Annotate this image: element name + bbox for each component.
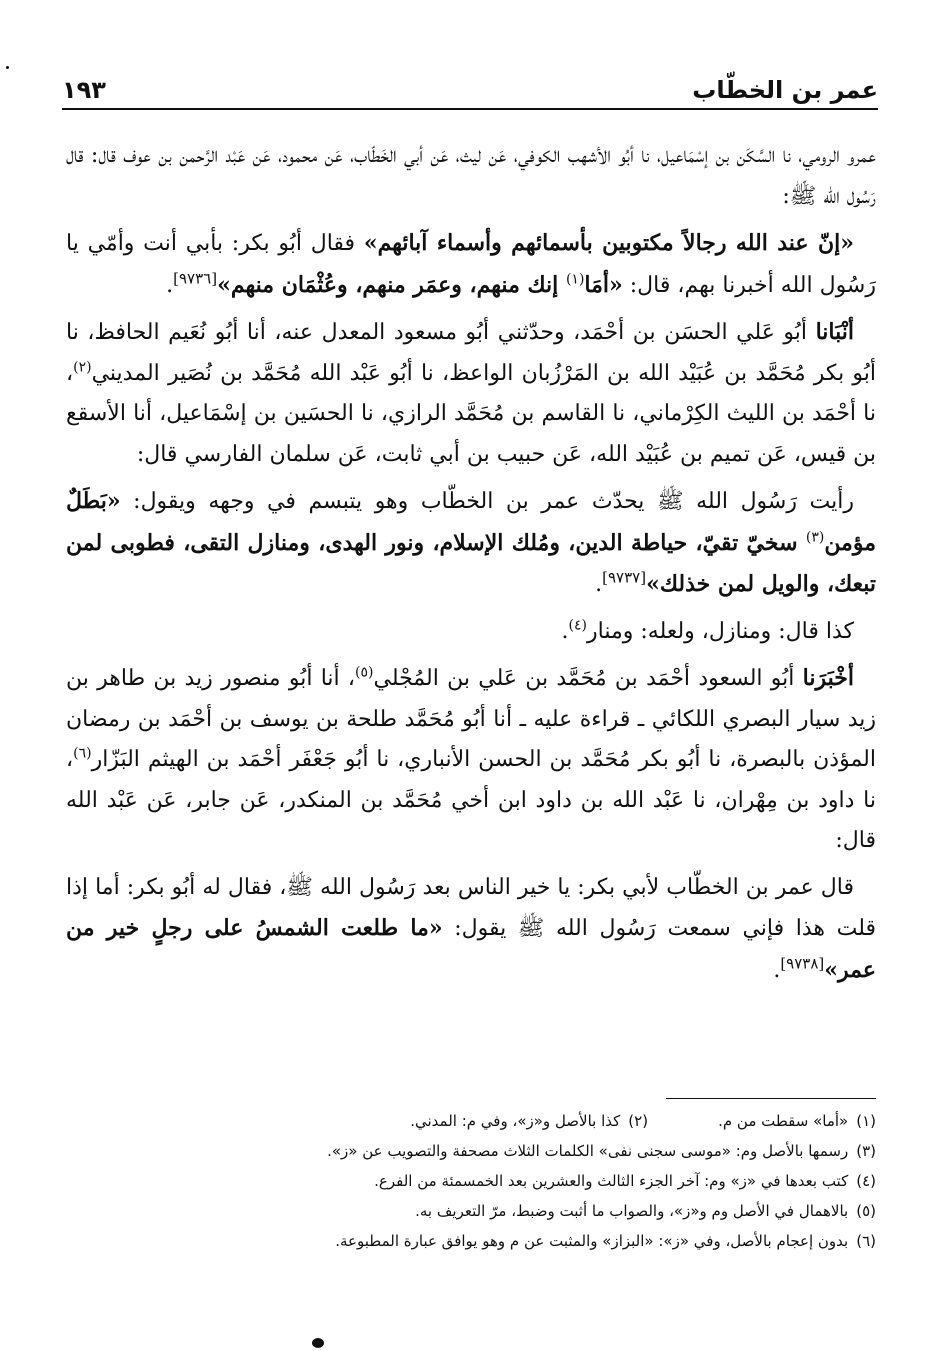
text-run: أنْبَانا: [815, 319, 854, 345]
footnote-number: (٣): [856, 1142, 876, 1160]
footnote-marker: (١): [565, 271, 585, 288]
text-run: .: [166, 272, 174, 298]
text-run: أبُو السعود أحْمَد بن مُحَمَّد بن عَلي بن المُجْلي: [373, 666, 803, 691]
footnote-number: (٦): [856, 1232, 876, 1250]
text-run: فقال أبُو بكر: بأبي أنت وأمّي يا رَسُول الله أخبرنا بهم، قال:: [66, 231, 876, 298]
footnote-marker: (٥): [355, 664, 374, 681]
footnote-number: (٥): [856, 1202, 876, 1220]
hadith-number: [٩٧٣٨]: [780, 954, 825, 973]
footnote-3: [327, 1136, 876, 1166]
footnote-row: [66, 1196, 876, 1226]
footnote-text: رسمها بالأصل وم: «موسى سجنى نفى» الكلمات الثلاث مصحفة والتصويب عن «ز».: [327, 1142, 849, 1160]
hadith-number: [٩٧٣٧]: [602, 568, 647, 587]
footnote-text: بالاهمال في الأصل وم و«ز»، والصواب ما أثبت وضبط، مرّ التعريف به.: [415, 1202, 849, 1220]
text-run: أخْبَرَنا: [802, 665, 854, 691]
footnote-row: [66, 1136, 876, 1166]
paragraph: [66, 312, 876, 475]
footnote-text: كذا بالأصل و«ز»، وفي م: المدني.: [410, 1112, 621, 1130]
footnote-marker: (٦): [73, 745, 92, 762]
text-run: ، نا أحْمَد بن الليث الكِرْماني، نا القاسم بن مُحَمَّد الرازي، نا الحسَين بن إسْمَاعيل، أنا الأسقع بن قيس، عَن تميم بن عُبَيْد الله، عَن حبيب بن أبي ثابت، عَن سلمان الفارسي قال:: [66, 360, 876, 467]
footnote-separator: [666, 1098, 876, 1099]
text-run: «إنّ عند الله رجالاً مكتوبين بأسمائهم وأسماء آبائهم»: [363, 230, 854, 256]
footnote-number: (٤): [856, 1172, 876, 1190]
footnote-4: [374, 1166, 876, 1196]
text-run: .: [773, 957, 781, 983]
paragraph: [66, 612, 876, 653]
paragraph: [66, 481, 876, 606]
text-run: .: [595, 572, 603, 597]
hadith-number: [٩٧٣٦]: [173, 269, 218, 288]
text-run: ، أنا أبُو منصور زيد بن طاهر بن زيد سيار البصري اللكائي ـ قراءة عليه ـ أنا أبُو مُحَمَّد طلحة بن يوسف بن أحْمَد بن رمضان المؤذن بالبصرة، نا أبُو بكر مُحَمَّد بن الحسن الأنباري، نا أبُو جَعْفَر أحْمَد بن الهيثم البَزّار: [66, 666, 876, 772]
text-run: سخيّ تقيّ، حياطة الدين، ومُلك الإسلام، ونور الهدى، ومنازل التقى، فطوبى لمن تبعك، والويل لمن خذلك»: [66, 529, 876, 597]
footnote-number: (١): [856, 1112, 876, 1130]
paragraph: [66, 136, 876, 217]
footnote-6: [335, 1226, 876, 1256]
text-run: قال عمر بن الخطّاب لأبي بكر: يا خير الناس بعد رَسُول الله ﷺ، فقال له أبُو بكر: أما إذا قلت هذا فإني سمعت رَسُول الله ﷺ يقول:: [66, 874, 876, 941]
footnote-text: «أما» سقطت من م.: [718, 1112, 849, 1130]
footnote-marker: (٣): [805, 529, 825, 546]
scan-speck: [6, 66, 9, 69]
footnote-1: [718, 1106, 876, 1136]
text-run: كذا قال: ومنازل، ولعله: ومنار: [587, 618, 854, 644]
footnote-number: (٢): [628, 1112, 649, 1130]
scan-speck: [312, 1338, 324, 1348]
text-run: ، نا داود بن مِهْران، نا عَبْد الله بن داود ابن أخي مُحَمَّد بن المنكدر، عَن جابر، عَن عَبْد الله قال:: [66, 747, 877, 853]
text-run: رأيت رَسُول الله ﷺ يحدّث عمر بن الخطّاب وهو يتبسم في وجهه ويقول:: [120, 489, 854, 514]
text-run: .: [561, 618, 569, 644]
text-run: «أمَا: [584, 271, 623, 298]
footnote-row: [66, 1226, 876, 1256]
running-head-title: عمر بن الخطّاب: [692, 76, 878, 104]
footnote-row: [66, 1106, 876, 1136]
footnotes: [66, 1106, 876, 1256]
text-run: «ما طلعت الشمسُ على رجلٍ خير من عمر»: [66, 915, 876, 983]
paragraph: [66, 868, 876, 992]
main-text: [66, 136, 876, 997]
paragraph: [66, 658, 876, 862]
footnote-row: [66, 1166, 876, 1196]
footnote-text: كتب بعدها في «ز» وم: آخر الجزء الثالث والعشرين بعد الخمسمئة من الفرع.: [374, 1172, 849, 1190]
text-run: أبُو عَلي الحسَن بن أحْمَد، وحدّثني أبُو مسعود المعدل عنه، أنا أبُو نُعَيم الحافظ، نا أبُو بكر مُحَمَّد بن عُبَيْد الله بن المَرْزُبان الواعظ، نا أبُو عَبْد الله مُحَمَّد بن نُصَير المديني: [66, 320, 876, 386]
text-run: عمرو الرومي، نا السَّكَن بن إسْمَاعيل، نا أبُو الأشهب الكوفي، عَن ليث، عَن أبي الخَطّاب، عَن محمود، عَن عَبْد الرَّحمن بن عوف قال: قال رَسُول الله ﷺ:: [66, 143, 876, 209]
text-run: «بَطَلٌ مؤمن: [66, 488, 876, 556]
paragraph: [66, 223, 876, 306]
text-run: إنك منهم، وعمَر منهم، وعُثْمَان منهم»: [217, 271, 566, 298]
footnote-5: [415, 1196, 876, 1226]
page-number: ١٩٣: [62, 76, 106, 104]
footnote-marker: (٢): [73, 359, 92, 376]
footnote-2: [410, 1106, 648, 1136]
running-head: [62, 64, 878, 110]
footnote-text: بدون إعجام بالأصل، وفي «ز»: «البزاز» والمثبت عن م وهو يوافق عبارة المطبوعة.: [335, 1232, 849, 1250]
footnote-marker: (٤): [568, 617, 587, 634]
